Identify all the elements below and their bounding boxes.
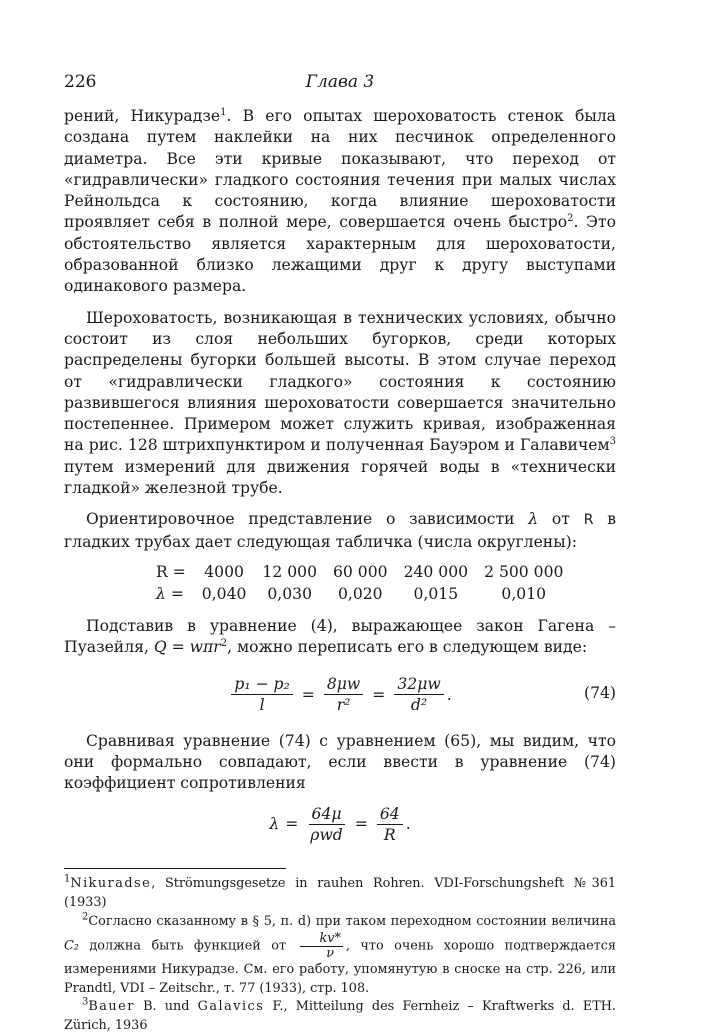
table-cell: 0,015: [413, 584, 459, 603]
book-page: [64, 72, 616, 1036]
table-row-lambda: [156, 584, 571, 606]
fraction-32muw: $\frac{32\mu w}{\text{d²}}$: [394, 675, 443, 714]
chapter-title: Глава 3: [305, 72, 375, 92]
fraction-64-over-r: $\frac{64}{R}$: [377, 805, 403, 844]
footnote-2: $^2$Согласно сказанному в § 5, п. d) при таком переходном состоянии величина C₂ должна быть функцией от $\frac{kv*}{\nu}$ , что очень хорошо подтверждается измерениями Никурадзе. См. его работу, упомянутую в сноске на стр. 226, или Prandtl, VDI – Zeitschr., т. 77 (1933), стр. 108.: [64, 911, 617, 996]
footnote-1: $^1$Nikuradse, Strömungsgesetze in rauhen Rohren. VDI-Forschungsheft №361 (1933): [64, 874, 616, 911]
footnote-ref-3[interactable]: 3: [609, 436, 616, 448]
fraction-pressure-drop: $\frac{\text{p₁ − p₂}}{l}$: [231, 675, 292, 714]
reynolds-symbol: R: [583, 512, 594, 529]
footnote-3: $^3$Bauer B. und Galavics F., Mitteilung des Fernheiz – Kraftwerks d. ETH. Zürich, 1936: [64, 997, 616, 1033]
table-label-r: R =: [156, 562, 186, 581]
page-number: 226: [64, 72, 97, 92]
table-cell: 0,030: [267, 584, 313, 603]
table-label-lambda: λ =: [156, 584, 184, 603]
paragraph-comparison: Сравнивая уравнение (74) с уравнением (65), мы видим, что они формально совпадают, если ввести в уравнение (74) коэффициент сопротивления: [64, 731, 616, 793]
table-cell: 12 000: [262, 562, 317, 581]
fraction-64mu: $\frac{64\mu}{\text{ρwd}}$: [310, 804, 343, 844]
paragraph-nikuradse: рений, Никурадзе$^1$. В его опытах шероховатость стенок была создана путем наклейки на них песчинок определенного диаметра. Все эти кривые показывают, что переход от «гидравлически» гладкого состояния течения при малых числах Рейнольдса к состоянию, когда влияние шероховатости проявляет себя в полной мере, совершается очень быстро$^2$. Это обстоятельство является характерным для шероховатости, образованной близко лежащими друг к другу выступами одинакового размера.: [64, 106, 616, 296]
paragraph-hagen-poiseuille: Подставив в уравнение (4), выражающее закон Гагена – Пуазейля, Q = wπr$^2$, можно переписать его в следующем виде:: [64, 616, 616, 657]
running-header: [64, 72, 616, 96]
table-cell: 0,020: [337, 584, 383, 603]
table-cell: 0,010: [501, 584, 547, 603]
table-row-reynolds: [156, 562, 571, 584]
table-cell: 4000: [204, 562, 244, 581]
paragraph-lambda-intro: Ориентировочное представление о зависимости λ от R в гладких трубах дает следующая табличка (числа округлены):: [64, 510, 616, 551]
fraction-kv-nu: $\frac{kv*}{\nu}$: [300, 931, 343, 961]
paragraph-technical-roughness: Шероховатость, возникающая в технических условиях, обычно состоит из слоя небольших бугорков, среди которых распределены бугорки большей высоты. В этом случае переход от «гидравлически гладкого» состояния к состоянию развившегося влияния шероховатости совершается значительно постепеннее. Примером может служить кривая, изображенная на рис. 128 штрихпунктиром и полученная Бауэром и Галавичем$^3$ путем измерений для движения горячей воды в «технически гладкой» железной трубе.: [64, 308, 616, 498]
footnote-ref-1[interactable]: 1: [220, 106, 227, 118]
footnote-divider: [64, 868, 286, 869]
footnote-ref-2[interactable]: 2: [567, 213, 574, 225]
lambda-table: [156, 562, 571, 606]
table-cell: 240 000: [403, 562, 469, 581]
table-cell: 0,040: [201, 584, 247, 603]
equation-number: (74): [583, 683, 616, 702]
lambda-symbol: λ: [528, 510, 539, 529]
equation-74: $\frac{\text{p₁ − p₂}}{l}$ = $\frac{8\mu w}{\text{r²}}$ = $\frac{32\mu w}{\text{d²}}$ . (74): [64, 669, 616, 721]
fraction-8muw: $\frac{8\mu w}{\text{r²}}$: [324, 675, 363, 714]
table-cell: 60 000: [333, 562, 388, 581]
table-cell: 2 500 000: [484, 562, 564, 581]
equation-lambda: λ = $\frac{64\mu}{\text{ρwd}}$ = $\frac{64}{R}$ .: [269, 804, 411, 844]
